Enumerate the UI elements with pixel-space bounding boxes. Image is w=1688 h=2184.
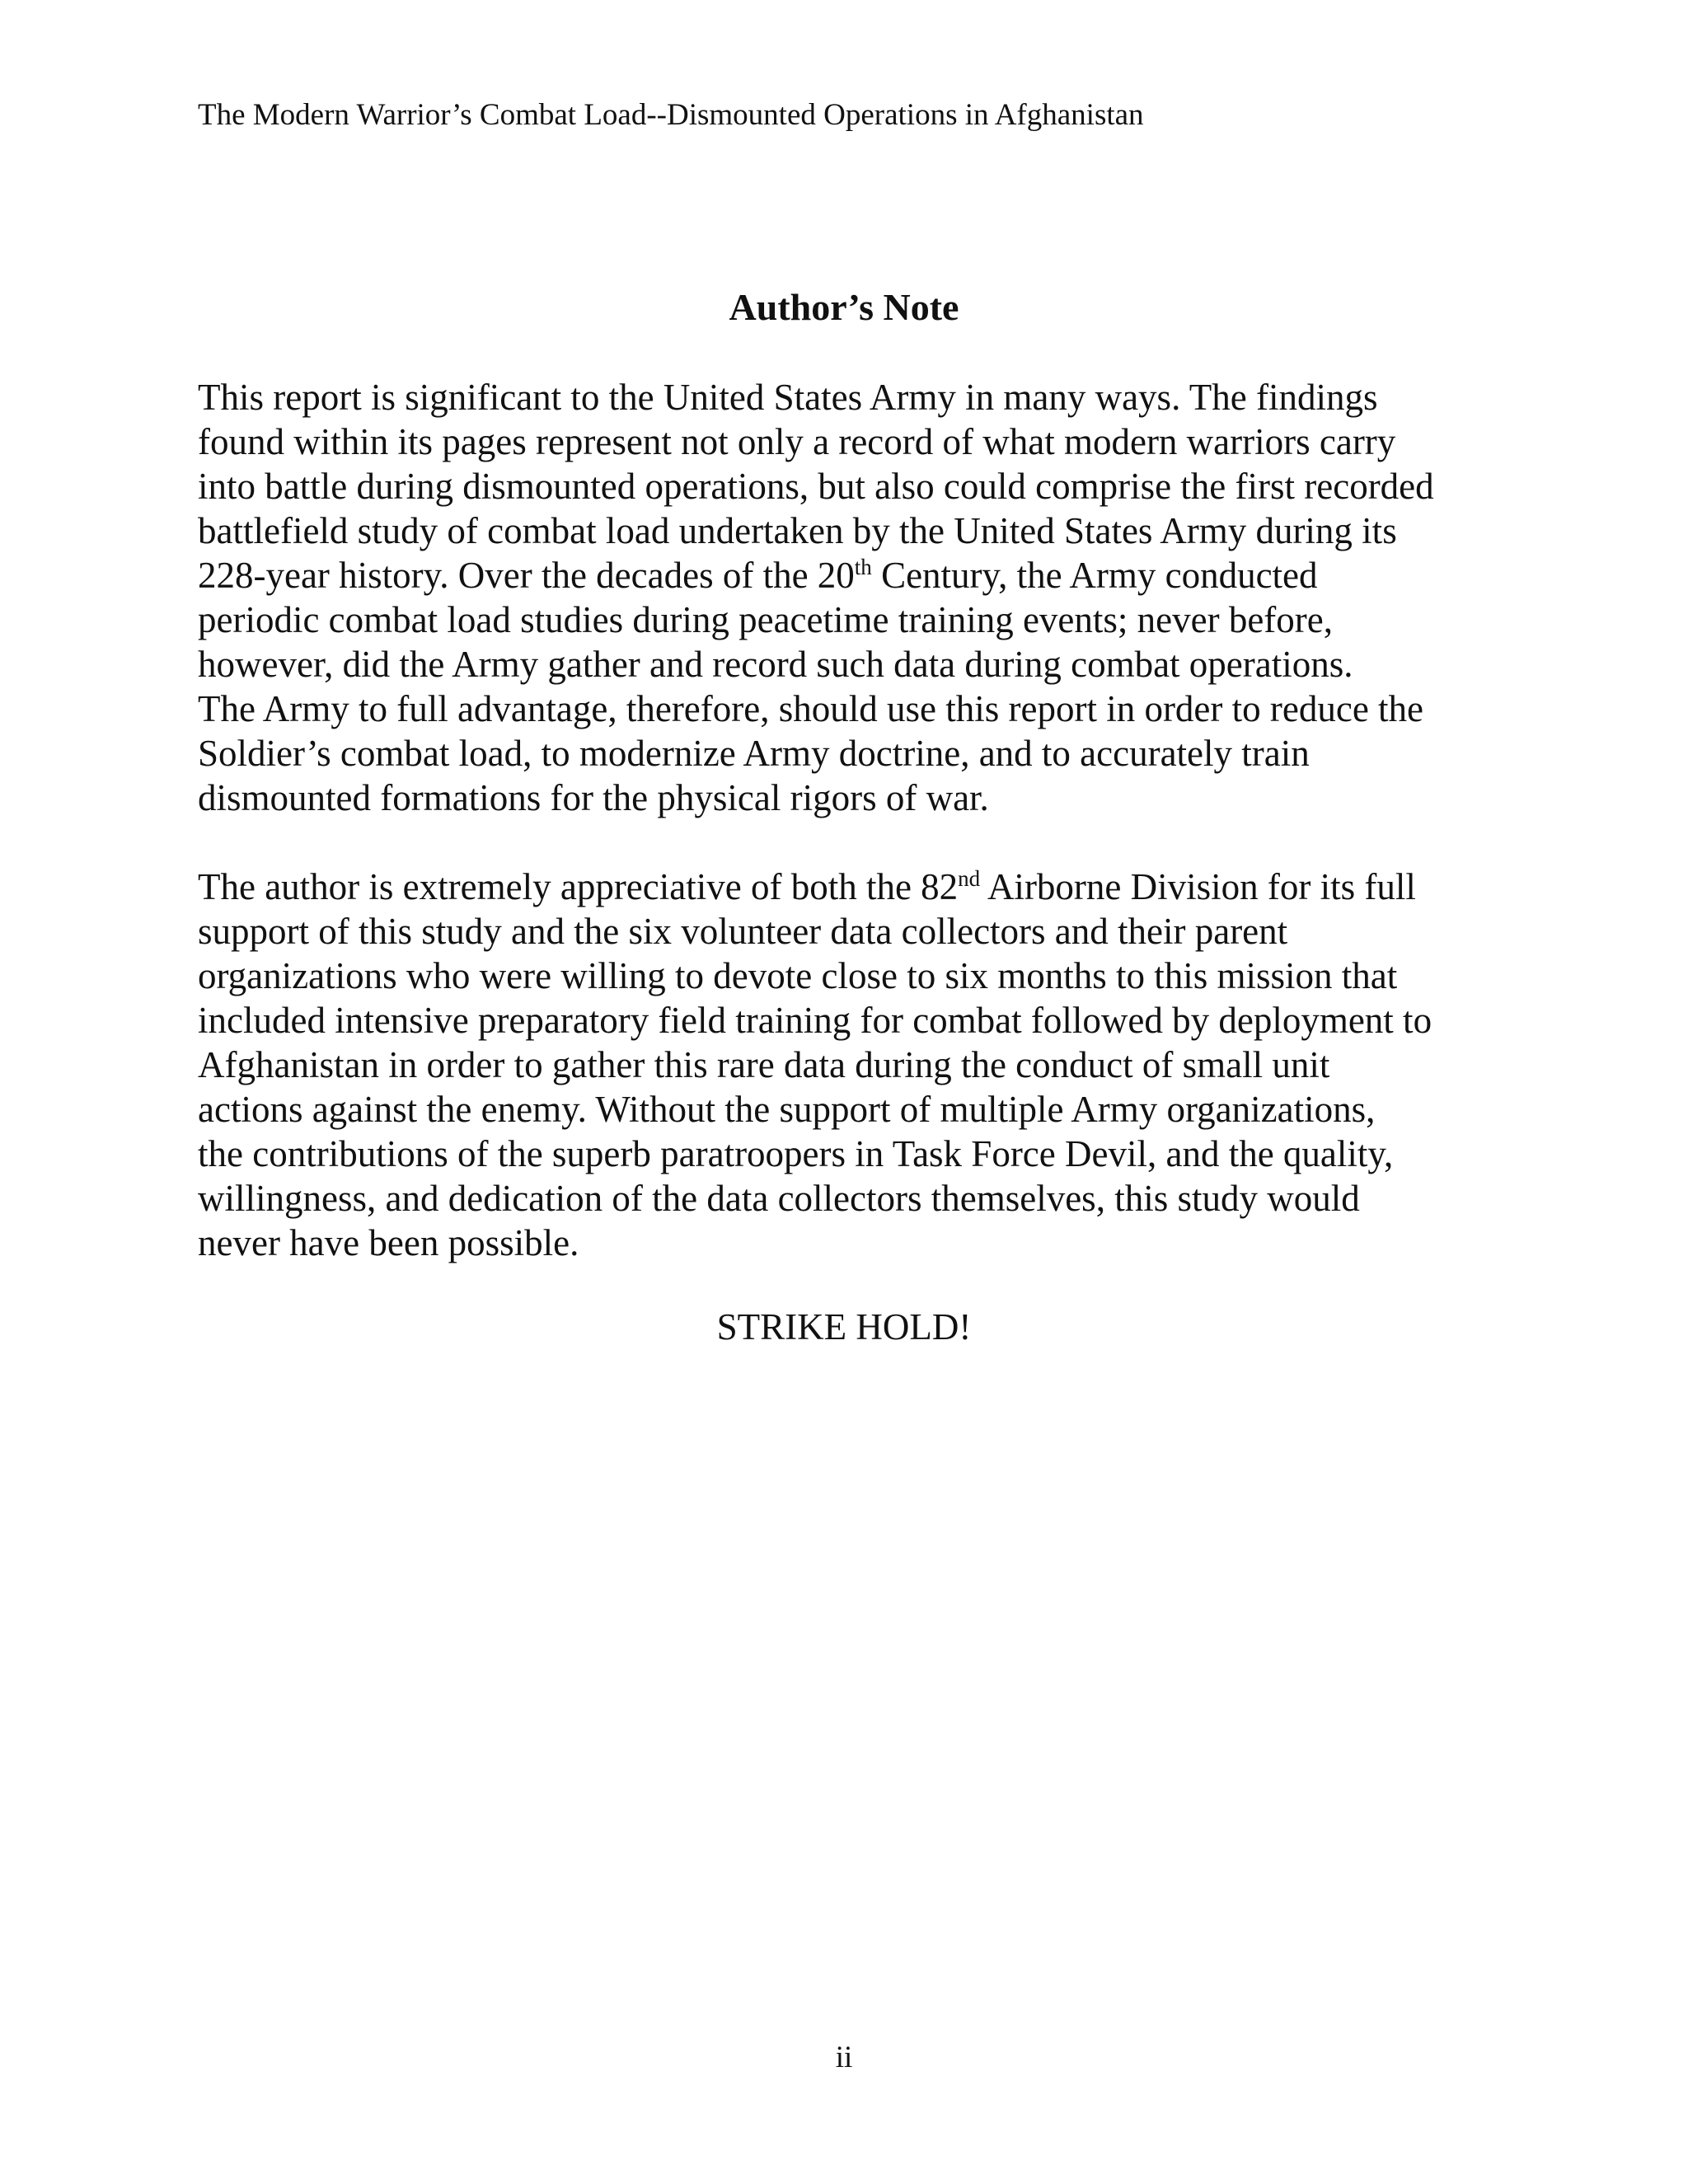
- text-fragment: Century, the Army conducted: [871, 555, 1318, 596]
- running-header: The Modern Warrior’s Combat Load--Dismounted Operations in Afghanistan: [198, 98, 1144, 132]
- text-line: [198, 553, 1484, 598]
- text-line: This report is significant to the United States Army in many ways. The findings: [198, 377, 1378, 418]
- ordinal-suffix: nd: [958, 866, 981, 891]
- text-line: into battle during dismounted operations, but also could comprise the first recorded: [198, 466, 1434, 507]
- text-line: periodic combat load studies during peacetime training events; never before,: [198, 599, 1334, 640]
- text-line: Soldier’s combat load, to modernize Army doctrine, and to accurately train: [198, 733, 1310, 774]
- text-fragment: 228-year history. Over the decades of the 20: [198, 555, 855, 596]
- text-line: never have been possible.: [198, 1222, 579, 1263]
- text-line: The Army to full advantage, therefore, should use this report in order to reduce the: [198, 688, 1424, 729]
- paragraph-1: [198, 375, 1484, 820]
- text-line: found within its pages represent not only a record of what modern warriors carry: [198, 421, 1396, 462]
- text-line: dismounted formations for the physical rigors of war.: [198, 777, 989, 818]
- closing-motto: STRIKE HOLD!: [716, 1306, 972, 1347]
- text-line: however, did the Army gather and record such data during combat operations.: [198, 644, 1353, 685]
- page-number: ii: [835, 2041, 853, 2074]
- text-line: Afghanistan in order to gather this rare data during the conduct of small unit: [198, 1044, 1330, 1085]
- ordinal-suffix: th: [854, 555, 872, 579]
- paragraph-gap: [198, 820, 1484, 865]
- paragraph-2: [198, 865, 1484, 1265]
- text-line: included intensive preparatory field training for combat followed by deployment to: [198, 1000, 1432, 1041]
- body-text: [198, 375, 1484, 1265]
- text-line: support of this study and the six volunteer data collectors and their parent: [198, 911, 1288, 952]
- text-line: organizations who were willing to devote close to six months to this mission that: [198, 955, 1398, 996]
- text-line: the contributions of the superb paratroopers in Task Force Devil, and the quality,: [198, 1133, 1394, 1174]
- page-title: Author’s Note: [729, 286, 959, 328]
- text-line: battlefield study of combat load undertaken by the United States Army during its: [198, 510, 1397, 551]
- text-fragment: The author is extremely appreciative of both the 82: [198, 866, 959, 907]
- text-line: [198, 865, 1484, 909]
- text-line: actions against the enemy. Without the support of multiple Army organizations,: [198, 1089, 1376, 1130]
- text-line: willingness, and dedication of the data collectors themselves, this study would: [198, 1178, 1360, 1219]
- text-fragment: Airborne Division for its full: [980, 866, 1416, 907]
